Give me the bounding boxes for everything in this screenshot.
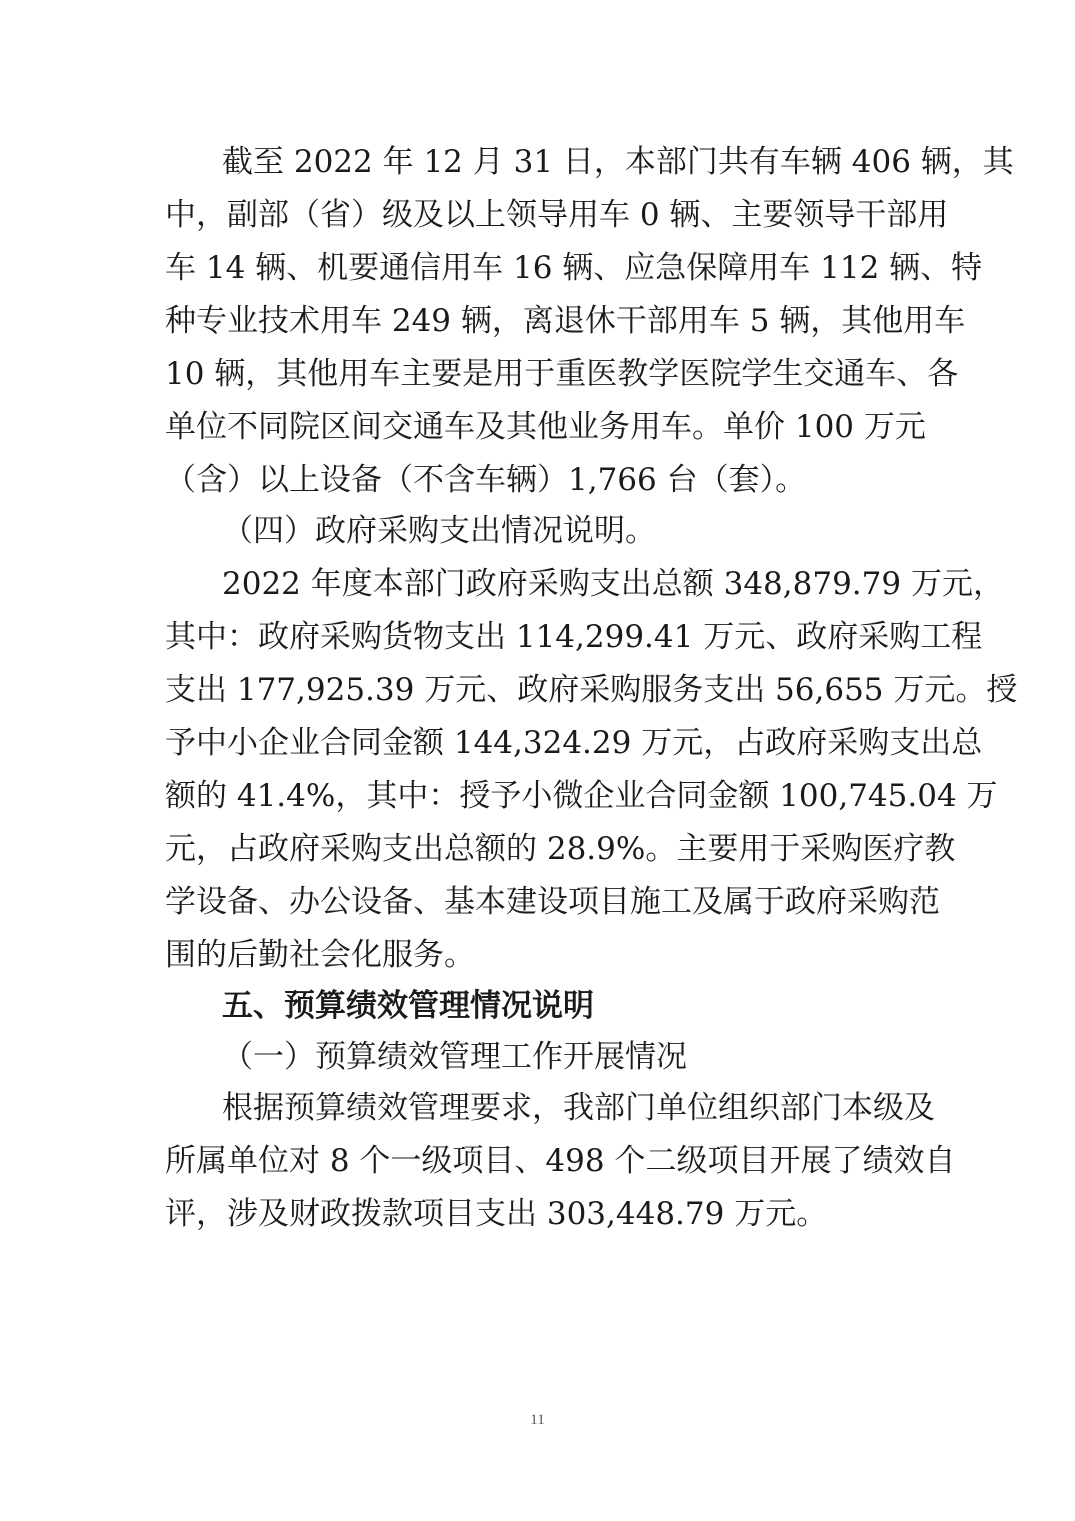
text-line: 根据预算绩效管理要求，我部门单位组织部门本级及 <box>222 1090 935 1126</box>
text-line: 中，副部（省）级及以上领导用车 0 辆、主要领导干部用 <box>165 197 949 233</box>
text-line: 支出 177,925.39 万元、政府采购服务支出 56,655 万元。授 <box>165 672 1018 708</box>
text-line: 单位不同院区间交通车及其他业务用车。单价 100 万元 <box>165 409 926 445</box>
text-line: 学设备、办公设备、基本建设项目施工及属于政府采购范 <box>165 884 940 920</box>
text-line: 10 辆，其他用车主要是用于重医教学医院学生交通车、各 <box>165 356 959 392</box>
text-line: 予中小企业合同金额 144,324.29 万元，占政府采购支出总 <box>165 725 983 761</box>
text-line: 2022 年度本部门政府采购支出总额 348,879.79 万元， <box>222 566 1004 602</box>
text-line: 截至 2022 年 12 月 31 日，本部门共有车辆 406 辆，其 <box>222 144 1014 180</box>
sub-heading-one: （一）预算绩效管理工作开展情况 <box>222 1039 687 1075</box>
text-line: 额的 41.4%，其中：授予小微企业合同金额 100,745.04 万 <box>165 778 998 814</box>
text-line: 评，涉及财政拨款项目支出 303,448.79 万元。 <box>165 1196 828 1232</box>
text-line: （含）以上设备（不含车辆）1,766 台（套）。 <box>165 462 807 498</box>
text-line: 围的后勤社会化服务。 <box>165 937 475 973</box>
chapter-heading-five: 五、预算绩效管理情况说明 <box>222 988 594 1024</box>
text-line: 所属单位对 8 个一级项目、498 个二级项目开展了绩效自 <box>165 1143 956 1179</box>
text-line: 其中：政府采购货物支出 114,299.41 万元、政府采购工程 <box>165 619 983 655</box>
page-number: 11 <box>530 1412 545 1428</box>
section-heading-four: （四）政府采购支出情况说明。 <box>222 513 656 549</box>
text-line: 种专业技术用车 249 辆，离退休干部用车 5 辆，其他用车 <box>165 303 966 339</box>
text-line: 元，占政府采购支出总额的 28.9%。主要用于采购医疗教 <box>165 831 956 867</box>
text-line: 车 14 辆、机要通信用车 16 辆、应急保障用车 112 辆、特 <box>165 250 983 286</box>
